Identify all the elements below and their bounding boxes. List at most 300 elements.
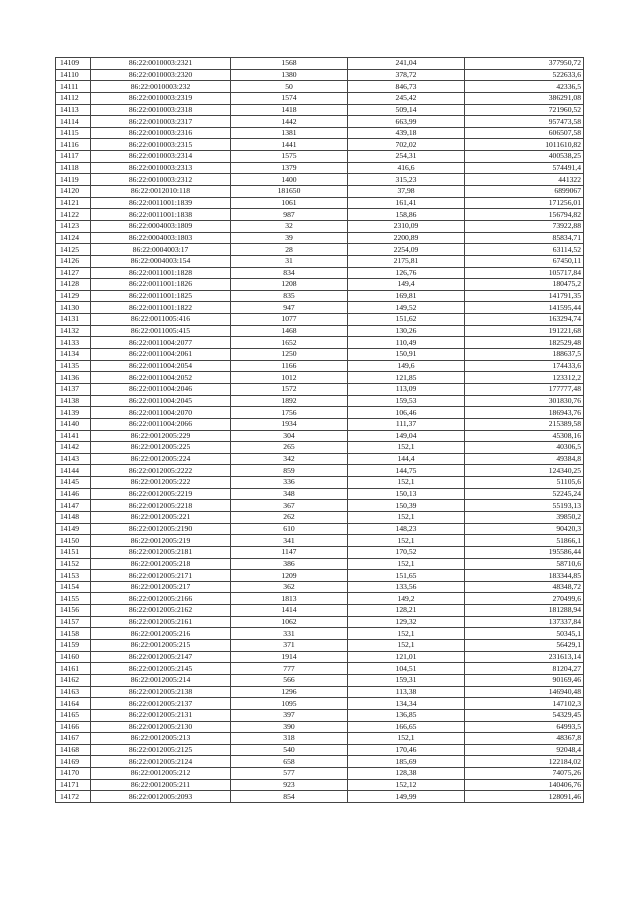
specific-value-cell: 152,1 xyxy=(348,628,465,640)
cadastral-number-cell: 86:22:0011004:2052 xyxy=(91,372,231,384)
area-cell: 1652 xyxy=(231,337,348,349)
row-number-cell: 14160 xyxy=(56,651,91,663)
cadastral-number-cell: 86:22:0010003:232 xyxy=(91,81,231,93)
area-cell: 1381 xyxy=(231,127,348,139)
table-row xyxy=(56,768,584,780)
specific-value-cell: 130,26 xyxy=(348,325,465,337)
table-row xyxy=(56,407,584,419)
table-row xyxy=(56,395,584,407)
area-cell: 566 xyxy=(231,674,348,686)
cadastral-value-cell: 1011610,82 xyxy=(465,139,584,151)
row-number-cell: 14166 xyxy=(56,721,91,733)
area-cell: 1892 xyxy=(231,395,348,407)
cadastral-value-cell: 42336,5 xyxy=(465,81,584,93)
row-number-cell: 14171 xyxy=(56,779,91,791)
cadastral-value-cell: 63114,52 xyxy=(465,244,584,256)
area-cell: 318 xyxy=(231,733,348,745)
specific-value-cell: 159,53 xyxy=(348,395,465,407)
area-cell: 1572 xyxy=(231,383,348,395)
cadastral-number-cell: 86:22:0012005:2190 xyxy=(91,523,231,535)
cadastral-number-cell: 86:22:0012005:229 xyxy=(91,430,231,442)
area-cell: 367 xyxy=(231,500,348,512)
specific-value-cell: 111,37 xyxy=(348,418,465,430)
cadastral-value-cell: 6899067 xyxy=(465,186,584,198)
row-number-cell: 14133 xyxy=(56,337,91,349)
specific-value-cell: 2310,09 xyxy=(348,220,465,232)
cadastral-value-cell: 141595,44 xyxy=(465,302,584,314)
specific-value-cell: 159,31 xyxy=(348,674,465,686)
cadastral-number-cell: 86:22:0012005:2219 xyxy=(91,488,231,500)
area-cell: 1166 xyxy=(231,360,348,372)
cadastral-value-cell: 301830,76 xyxy=(465,395,584,407)
cadastral-value-cell: 105717,84 xyxy=(465,267,584,279)
area-cell: 577 xyxy=(231,768,348,780)
specific-value-cell: 2200,89 xyxy=(348,232,465,244)
cadastral-number-cell: 86:22:0011004:2045 xyxy=(91,395,231,407)
table-row xyxy=(56,663,584,675)
row-number-cell: 14167 xyxy=(56,733,91,745)
row-number-cell: 14164 xyxy=(56,698,91,710)
table-row xyxy=(56,220,584,232)
row-number-cell: 14165 xyxy=(56,709,91,721)
cadastral-number-cell: 86:22:0011001:1822 xyxy=(91,302,231,314)
cadastral-number-cell: 86:22:0012005:2161 xyxy=(91,616,231,628)
cadastral-number-cell: 86:22:0010003:2319 xyxy=(91,92,231,104)
cadastral-number-cell: 86:22:0010003:2318 xyxy=(91,104,231,116)
cadastral-number-cell: 86:22:0011004:2061 xyxy=(91,349,231,361)
row-number-cell: 14131 xyxy=(56,314,91,326)
table-row xyxy=(56,255,584,267)
cadastral-number-cell: 86:22:0012005:214 xyxy=(91,674,231,686)
specific-value-cell: 702,02 xyxy=(348,139,465,151)
row-number-cell: 14124 xyxy=(56,232,91,244)
cadastral-value-cell: 574491,4 xyxy=(465,162,584,174)
area-cell: 1468 xyxy=(231,325,348,337)
specific-value-cell: 152,1 xyxy=(348,442,465,454)
specific-value-cell: 150,13 xyxy=(348,488,465,500)
cadastral-value-cell: 58710,6 xyxy=(465,558,584,570)
table-row xyxy=(56,104,584,116)
area-cell: 835 xyxy=(231,290,348,302)
row-number-cell: 14138 xyxy=(56,395,91,407)
table-row xyxy=(56,593,584,605)
area-cell: 854 xyxy=(231,791,348,803)
specific-value-cell: 106,46 xyxy=(348,407,465,419)
table-row xyxy=(56,558,584,570)
area-cell: 50 xyxy=(231,81,348,93)
cadastral-value-cell: 188637,5 xyxy=(465,349,584,361)
area-cell: 1095 xyxy=(231,698,348,710)
specific-value-cell: 150,39 xyxy=(348,500,465,512)
specific-value-cell: 152,1 xyxy=(348,511,465,523)
row-number-cell: 14109 xyxy=(56,58,91,70)
cadastral-value-cell: 141791,35 xyxy=(465,290,584,302)
row-number-cell: 14169 xyxy=(56,756,91,768)
table-row xyxy=(56,383,584,395)
area-cell: 1147 xyxy=(231,546,348,558)
table-row xyxy=(56,442,584,454)
table-row xyxy=(56,430,584,442)
area-cell: 1813 xyxy=(231,593,348,605)
row-number-cell: 14121 xyxy=(56,197,91,209)
row-number-cell: 14142 xyxy=(56,442,91,454)
cadastral-number-cell: 86:22:0012005:215 xyxy=(91,640,231,652)
cadastral-number-cell: 86:22:0012005:2162 xyxy=(91,605,231,617)
table-row xyxy=(56,791,584,803)
cadastral-number-cell: 86:22:0010003:2320 xyxy=(91,69,231,81)
row-number-cell: 14129 xyxy=(56,290,91,302)
row-number-cell: 14155 xyxy=(56,593,91,605)
cadastral-value-cell: 55193,13 xyxy=(465,500,584,512)
cadastral-number-cell: 86:22:0012010:118 xyxy=(91,186,231,198)
row-number-cell: 14123 xyxy=(56,220,91,232)
specific-value-cell: 416,6 xyxy=(348,162,465,174)
cadastral-value-cell: 124340,25 xyxy=(465,465,584,477)
row-number-cell: 14118 xyxy=(56,162,91,174)
cadastral-value-cell: 50345,1 xyxy=(465,628,584,640)
area-cell: 1012 xyxy=(231,372,348,384)
specific-value-cell: 152,1 xyxy=(348,558,465,570)
cadastral-value-cell: 163294,74 xyxy=(465,314,584,326)
cadastral-value-cell: 49384,8 xyxy=(465,453,584,465)
table-row xyxy=(56,651,584,663)
row-number-cell: 14148 xyxy=(56,511,91,523)
row-number-cell: 14112 xyxy=(56,92,91,104)
cadastral-value-cell: 56429,1 xyxy=(465,640,584,652)
specific-value-cell: 241,04 xyxy=(348,58,465,70)
area-cell: 1296 xyxy=(231,686,348,698)
cadastral-value-cell: 181288,94 xyxy=(465,605,584,617)
cadastral-number-cell: 86:22:0012005:219 xyxy=(91,535,231,547)
row-number-cell: 14114 xyxy=(56,116,91,128)
row-number-cell: 14145 xyxy=(56,477,91,489)
area-cell: 265 xyxy=(231,442,348,454)
table-row xyxy=(56,535,584,547)
row-number-cell: 14159 xyxy=(56,640,91,652)
specific-value-cell: 37,98 xyxy=(348,186,465,198)
specific-value-cell: 509,14 xyxy=(348,104,465,116)
specific-value-cell: 152,1 xyxy=(348,640,465,652)
cadastral-value-cell: 377950,72 xyxy=(465,58,584,70)
cadastral-value-cell: 191221,68 xyxy=(465,325,584,337)
cadastral-value-cell: 180475,2 xyxy=(465,279,584,291)
specific-value-cell: 113,38 xyxy=(348,686,465,698)
specific-value-cell: 121,01 xyxy=(348,651,465,663)
row-number-cell: 14147 xyxy=(56,500,91,512)
cadastral-value-cell: 171256,01 xyxy=(465,197,584,209)
table-row xyxy=(56,674,584,686)
cadastral-value-cell: 48348,72 xyxy=(465,581,584,593)
specific-value-cell: 149,2 xyxy=(348,593,465,605)
table-row xyxy=(56,197,584,209)
area-cell: 1414 xyxy=(231,605,348,617)
cadastral-value-cell: 386291,08 xyxy=(465,92,584,104)
area-cell: 610 xyxy=(231,523,348,535)
specific-value-cell: 161,41 xyxy=(348,197,465,209)
specific-value-cell: 148,23 xyxy=(348,523,465,535)
area-cell: 31 xyxy=(231,255,348,267)
area-cell: 987 xyxy=(231,209,348,221)
area-cell: 947 xyxy=(231,302,348,314)
area-cell: 1208 xyxy=(231,279,348,291)
cadastral-number-cell: 86:22:0010003:2314 xyxy=(91,151,231,163)
area-cell: 540 xyxy=(231,744,348,756)
cadastral-number-cell: 86:22:0004003:1809 xyxy=(91,220,231,232)
area-cell: 341 xyxy=(231,535,348,547)
row-number-cell: 14156 xyxy=(56,605,91,617)
table-row xyxy=(56,58,584,70)
table-row xyxy=(56,314,584,326)
table-row xyxy=(56,186,584,198)
table-row xyxy=(56,337,584,349)
specific-value-cell: 149,52 xyxy=(348,302,465,314)
cadastral-number-cell: 86:22:0011005:416 xyxy=(91,314,231,326)
cadastral-number-cell: 86:22:0010003:2317 xyxy=(91,116,231,128)
specific-value-cell: 110,49 xyxy=(348,337,465,349)
specific-value-cell: 152,1 xyxy=(348,733,465,745)
specific-value-cell: 152,12 xyxy=(348,779,465,791)
specific-value-cell: 2254,09 xyxy=(348,244,465,256)
row-number-cell: 14136 xyxy=(56,372,91,384)
cadastral-value-cell: 400538,25 xyxy=(465,151,584,163)
table-row xyxy=(56,779,584,791)
area-cell: 39 xyxy=(231,232,348,244)
cadastral-number-cell: 86:22:0010003:2321 xyxy=(91,58,231,70)
cadastral-value-cell: 123312,2 xyxy=(465,372,584,384)
cadastral-value-cell: 92048,4 xyxy=(465,744,584,756)
specific-value-cell: 121,85 xyxy=(348,372,465,384)
cadastral-value-cell: 54329,45 xyxy=(465,709,584,721)
cadastral-value-cell: 128091,46 xyxy=(465,791,584,803)
row-number-cell: 14130 xyxy=(56,302,91,314)
specific-value-cell: 136,85 xyxy=(348,709,465,721)
cadastral-number-cell: 86:22:0012005:2124 xyxy=(91,756,231,768)
row-number-cell: 14127 xyxy=(56,267,91,279)
cadastral-value-cell: 721960,52 xyxy=(465,104,584,116)
specific-value-cell: 170,52 xyxy=(348,546,465,558)
specific-value-cell: 144,4 xyxy=(348,453,465,465)
area-cell: 331 xyxy=(231,628,348,640)
table-row xyxy=(56,92,584,104)
cadastral-value-cell: 186943,76 xyxy=(465,407,584,419)
row-number-cell: 14125 xyxy=(56,244,91,256)
table-row xyxy=(56,686,584,698)
cadastral-value-cell: 122184,02 xyxy=(465,756,584,768)
table-row xyxy=(56,756,584,768)
cadastral-number-cell: 86:22:0010003:2313 xyxy=(91,162,231,174)
specific-value-cell: 2175,81 xyxy=(348,255,465,267)
table-row xyxy=(56,523,584,535)
cadastral-number-cell: 86:22:0012005:2222 xyxy=(91,465,231,477)
cadastral-number-cell: 86:22:0011001:1826 xyxy=(91,279,231,291)
row-number-cell: 14152 xyxy=(56,558,91,570)
row-number-cell: 14113 xyxy=(56,104,91,116)
table-row xyxy=(56,372,584,384)
area-cell: 1250 xyxy=(231,349,348,361)
table-row xyxy=(56,325,584,337)
table-row xyxy=(56,267,584,279)
table-row xyxy=(56,174,584,186)
area-cell: 1441 xyxy=(231,139,348,151)
table-row xyxy=(56,69,584,81)
specific-value-cell: 128,38 xyxy=(348,768,465,780)
cadastral-value-cell: 195586,44 xyxy=(465,546,584,558)
cadastral-value-cell: 48367,8 xyxy=(465,733,584,745)
cadastral-value-cell: 73922,88 xyxy=(465,220,584,232)
row-number-cell: 14119 xyxy=(56,174,91,186)
row-number-cell: 14139 xyxy=(56,407,91,419)
cadastral-number-cell: 86:22:0012005:217 xyxy=(91,581,231,593)
table-row xyxy=(56,127,584,139)
cadastral-number-cell: 86:22:0011001:1825 xyxy=(91,290,231,302)
cadastral-number-cell: 86:22:0012005:2147 xyxy=(91,651,231,663)
table-row xyxy=(56,209,584,221)
table-row xyxy=(56,744,584,756)
area-cell: 348 xyxy=(231,488,348,500)
row-number-cell: 14126 xyxy=(56,255,91,267)
row-number-cell: 14144 xyxy=(56,465,91,477)
row-number-cell: 14149 xyxy=(56,523,91,535)
specific-value-cell: 152,1 xyxy=(348,535,465,547)
area-cell: 658 xyxy=(231,756,348,768)
row-number-cell: 14163 xyxy=(56,686,91,698)
area-cell: 1077 xyxy=(231,314,348,326)
specific-value-cell: 126,76 xyxy=(348,267,465,279)
cadastral-value-cell: 74075,26 xyxy=(465,768,584,780)
cadastral-number-cell: 86:22:0011001:1839 xyxy=(91,197,231,209)
row-number-cell: 14170 xyxy=(56,768,91,780)
cadastral-value-cell: 51866,1 xyxy=(465,535,584,547)
area-cell: 1380 xyxy=(231,69,348,81)
cadastral-number-cell: 86:22:0012005:2125 xyxy=(91,744,231,756)
area-cell: 386 xyxy=(231,558,348,570)
table-body xyxy=(56,58,584,803)
cadastral-value-cell: 45308,16 xyxy=(465,430,584,442)
row-number-cell: 14151 xyxy=(56,546,91,558)
cadastral-value-cell: 39850,2 xyxy=(465,511,584,523)
cadastral-number-cell: 86:22:0004003:154 xyxy=(91,255,231,267)
cadastral-value-table xyxy=(55,57,584,803)
cadastral-value-cell: 67450,11 xyxy=(465,255,584,267)
area-cell: 1379 xyxy=(231,162,348,174)
cadastral-number-cell: 86:22:0012005:2138 xyxy=(91,686,231,698)
area-cell: 1400 xyxy=(231,174,348,186)
table-row xyxy=(56,290,584,302)
cadastral-number-cell: 86:22:0012005:2145 xyxy=(91,663,231,675)
table-row xyxy=(56,616,584,628)
row-number-cell: 14157 xyxy=(56,616,91,628)
table-row xyxy=(56,628,584,640)
table-row xyxy=(56,500,584,512)
specific-value-cell: 152,1 xyxy=(348,477,465,489)
row-number-cell: 14122 xyxy=(56,209,91,221)
area-cell: 181650 xyxy=(231,186,348,198)
table-row xyxy=(56,418,584,430)
row-number-cell: 14172 xyxy=(56,791,91,803)
row-number-cell: 14110 xyxy=(56,69,91,81)
cadastral-value-cell: 52245,24 xyxy=(465,488,584,500)
table-row xyxy=(56,453,584,465)
cadastral-number-cell: 86:22:0012005:212 xyxy=(91,768,231,780)
cadastral-number-cell: 86:22:0011004:2070 xyxy=(91,407,231,419)
cadastral-value-cell: 270499,6 xyxy=(465,593,584,605)
table-row xyxy=(56,477,584,489)
table-row xyxy=(56,244,584,256)
cadastral-value-cell: 147102,3 xyxy=(465,698,584,710)
row-number-cell: 14140 xyxy=(56,418,91,430)
cadastral-number-cell: 86:22:0012005:2181 xyxy=(91,546,231,558)
area-cell: 336 xyxy=(231,477,348,489)
cadastral-value-cell: 90420,3 xyxy=(465,523,584,535)
area-cell: 342 xyxy=(231,453,348,465)
area-cell: 32 xyxy=(231,220,348,232)
cadastral-value-cell: 81204,27 xyxy=(465,663,584,675)
table-row xyxy=(56,465,584,477)
table-row xyxy=(56,81,584,93)
cadastral-number-cell: 86:22:0012005:218 xyxy=(91,558,231,570)
cadastral-number-cell: 86:22:0011004:2077 xyxy=(91,337,231,349)
area-cell: 1934 xyxy=(231,418,348,430)
specific-value-cell: 151,62 xyxy=(348,314,465,326)
cadastral-number-cell: 86:22:0012005:2137 xyxy=(91,698,231,710)
specific-value-cell: 133,56 xyxy=(348,581,465,593)
area-cell: 859 xyxy=(231,465,348,477)
specific-value-cell: 185,69 xyxy=(348,756,465,768)
table-row xyxy=(56,139,584,151)
table-row xyxy=(56,570,584,582)
cadastral-value-cell: 51105,6 xyxy=(465,477,584,489)
cadastral-number-cell: 86:22:0012005:224 xyxy=(91,453,231,465)
row-number-cell: 14143 xyxy=(56,453,91,465)
cadastral-value-cell: 85834,71 xyxy=(465,232,584,244)
area-cell: 262 xyxy=(231,511,348,523)
specific-value-cell: 149,99 xyxy=(348,791,465,803)
cadastral-value-cell: 182529,48 xyxy=(465,337,584,349)
cadastral-number-cell: 86:22:0012005:2166 xyxy=(91,593,231,605)
row-number-cell: 14132 xyxy=(56,325,91,337)
specific-value-cell: 254,31 xyxy=(348,151,465,163)
specific-value-cell: 245,42 xyxy=(348,92,465,104)
area-cell: 28 xyxy=(231,244,348,256)
specific-value-cell: 169,81 xyxy=(348,290,465,302)
row-number-cell: 14117 xyxy=(56,151,91,163)
area-cell: 397 xyxy=(231,709,348,721)
area-cell: 1418 xyxy=(231,104,348,116)
area-cell: 1209 xyxy=(231,570,348,582)
cadastral-value-cell: 40306,5 xyxy=(465,442,584,454)
specific-value-cell: 150,91 xyxy=(348,349,465,361)
specific-value-cell: 134,34 xyxy=(348,698,465,710)
cadastral-number-cell: 86:22:0010003:2316 xyxy=(91,127,231,139)
table-row xyxy=(56,302,584,314)
table-row xyxy=(56,605,584,617)
specific-value-cell: 104,51 xyxy=(348,663,465,675)
cadastral-number-cell: 86:22:0012005:2130 xyxy=(91,721,231,733)
specific-value-cell: 151,65 xyxy=(348,570,465,582)
row-number-cell: 14116 xyxy=(56,139,91,151)
area-cell: 390 xyxy=(231,721,348,733)
cadastral-number-cell: 86:22:0011005:415 xyxy=(91,325,231,337)
specific-value-cell: 113,09 xyxy=(348,383,465,395)
table-row xyxy=(56,581,584,593)
cadastral-value-cell: 177777,48 xyxy=(465,383,584,395)
area-cell: 923 xyxy=(231,779,348,791)
cadastral-value-cell: 957473,58 xyxy=(465,116,584,128)
cadastral-value-cell: 174433,6 xyxy=(465,360,584,372)
cadastral-number-cell: 86:22:0012005:213 xyxy=(91,733,231,745)
row-number-cell: 14146 xyxy=(56,488,91,500)
specific-value-cell: 149,04 xyxy=(348,430,465,442)
